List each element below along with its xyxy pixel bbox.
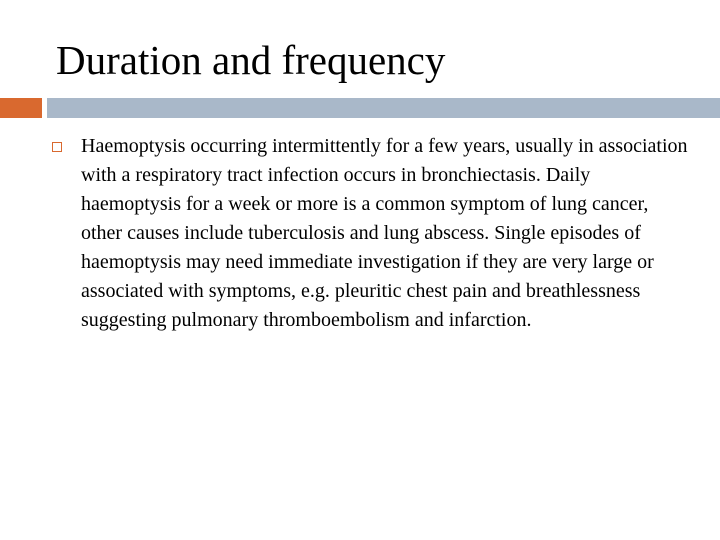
hollow-square-bullet-icon xyxy=(52,142,62,152)
bullet-text: Haemoptysis occurring intermittently for a few years, usually in association with a respiratory tract infection occurs in bronchiectasis. Daily haemoptysis for a week or more is a common symptom of lung cancer, other causes include tuberculosis and lung abscess. Single episodes of haemoptysis may need immediate investigation if they are very large or associated with symptoms, e.g. pleuritic chest pain and breathlessness suggesting pulmonary thromboembolism and infarction. xyxy=(81,135,688,331)
slide-title: Duration and frequency xyxy=(56,37,446,83)
title-accent-bar xyxy=(0,98,42,118)
title-rule-bar xyxy=(47,98,720,118)
